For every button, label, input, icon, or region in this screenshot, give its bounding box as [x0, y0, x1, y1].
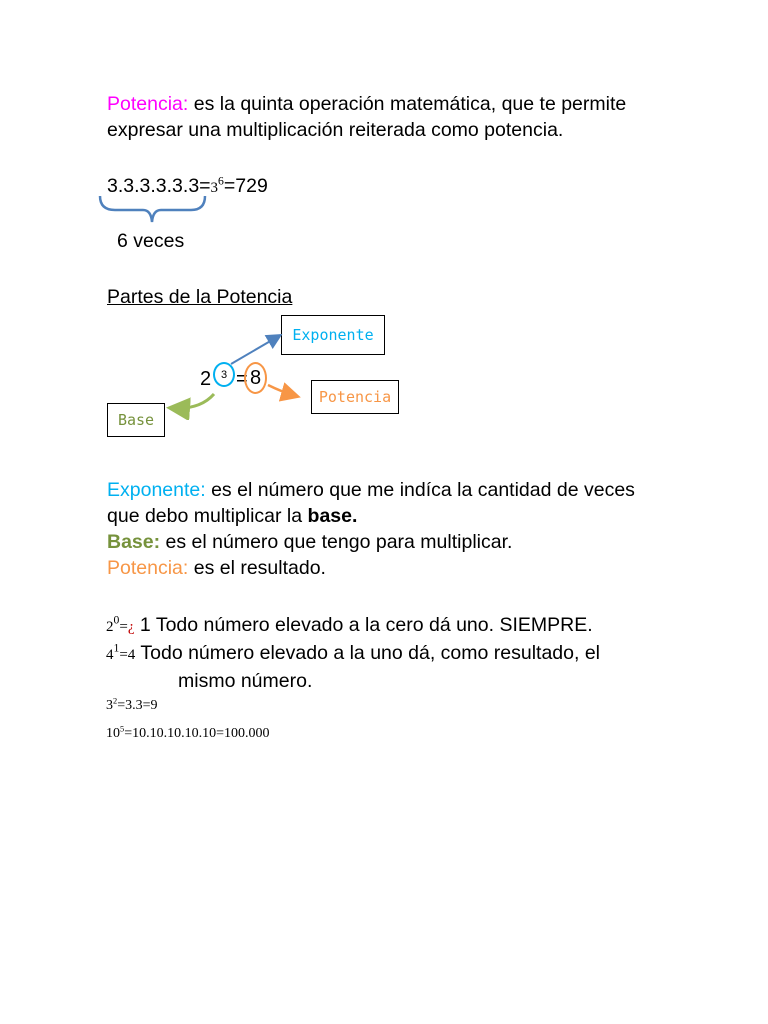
- label-exponente: Exponente: [292, 326, 374, 344]
- def-base-line: [107, 529, 635, 555]
- rule-2-text-2: mismo número.: [178, 670, 313, 692]
- brace-icon: [95, 192, 215, 232]
- rule-1-base: 2: [106, 619, 114, 635]
- rule-1-text: 1 Todo número elevado a la cero dá uno. SIEMPRE.: [134, 614, 593, 636]
- rule-2-base: 4: [106, 647, 114, 663]
- diagram-equals: =: [236, 368, 248, 390]
- rule-1-eq: =: [119, 619, 128, 635]
- label-base: Base: [117, 411, 155, 429]
- example-base: 3: [210, 180, 219, 196]
- rule-4-base: 10: [106, 726, 120, 741]
- brace-label: 6 veces: [117, 230, 185, 252]
- def-potencia-line: [107, 555, 635, 581]
- label-potencia: Potencia: [318, 388, 392, 406]
- rule-3-base: 3: [106, 698, 113, 713]
- rule-4-exp: 5: [120, 724, 125, 734]
- rule-1-question: ¿: [127, 619, 135, 635]
- diagram-base-digit: 2: [200, 368, 212, 390]
- label-base-box: [107, 403, 165, 437]
- def-exponente-text-1: es el número que me indíca la cantidad de veces: [205, 479, 635, 501]
- intro-line-2: expresar una multiplicación reiterada como potencia.: [107, 119, 564, 141]
- intro-line-1: [107, 91, 626, 117]
- example-lhs: 3.3.3.3.3.3=: [107, 175, 211, 197]
- def-base-term: Base:: [107, 531, 161, 553]
- diagram-result-digit: 8: [249, 366, 262, 389]
- rule-1: [106, 612, 593, 640]
- definitions: [107, 477, 635, 581]
- arrow-to-base: [172, 394, 214, 408]
- rule-2: [106, 640, 600, 668]
- def-exponente-line-2: [107, 503, 635, 529]
- example-exp: 6: [218, 174, 224, 188]
- diagram-exponent-digit: 3: [220, 368, 228, 381]
- def-potencia-term: Potencia:: [107, 557, 189, 579]
- example-rhs: =729: [223, 175, 268, 197]
- arrow-to-exponente: [231, 336, 279, 364]
- def-exponente-bold: base.: [307, 505, 358, 527]
- rule-3-exp: 2: [113, 696, 118, 706]
- label-potencia-box: [311, 380, 399, 414]
- intro-paragraph: [107, 91, 626, 143]
- parts-heading: Partes de la Potencia: [107, 286, 293, 308]
- intro-term: Potencia:: [107, 93, 189, 115]
- arrow-to-potencia: [268, 385, 296, 396]
- def-exponente-term: Exponente:: [107, 479, 206, 501]
- rule-1-exp: 0: [113, 613, 120, 627]
- diagram-result-circle: [244, 362, 267, 394]
- def-base-text: es el número que tengo para multiplicar.: [160, 531, 513, 553]
- rule-2-exp: 1: [113, 641, 120, 655]
- def-exponente-text-2: que debo multiplicar la: [107, 505, 308, 527]
- rule-3: [106, 697, 157, 715]
- intro-text-1: es la quinta operación matemática, que te permite: [188, 93, 627, 115]
- rule-2-eq: =4: [119, 647, 136, 663]
- rule-4-rest: =10.10.10.10.10=100.000: [124, 726, 270, 741]
- def-exponente-line-1: [107, 477, 635, 503]
- rule-4: [106, 725, 269, 743]
- def-potencia-text: es el resultado.: [188, 557, 326, 579]
- diagram-exponent-circle: [213, 362, 235, 387]
- rule-2-text-1: Todo número elevado a la uno dá, como resultado, el: [135, 642, 601, 664]
- rule-3-rest: =3.3=9: [117, 698, 158, 713]
